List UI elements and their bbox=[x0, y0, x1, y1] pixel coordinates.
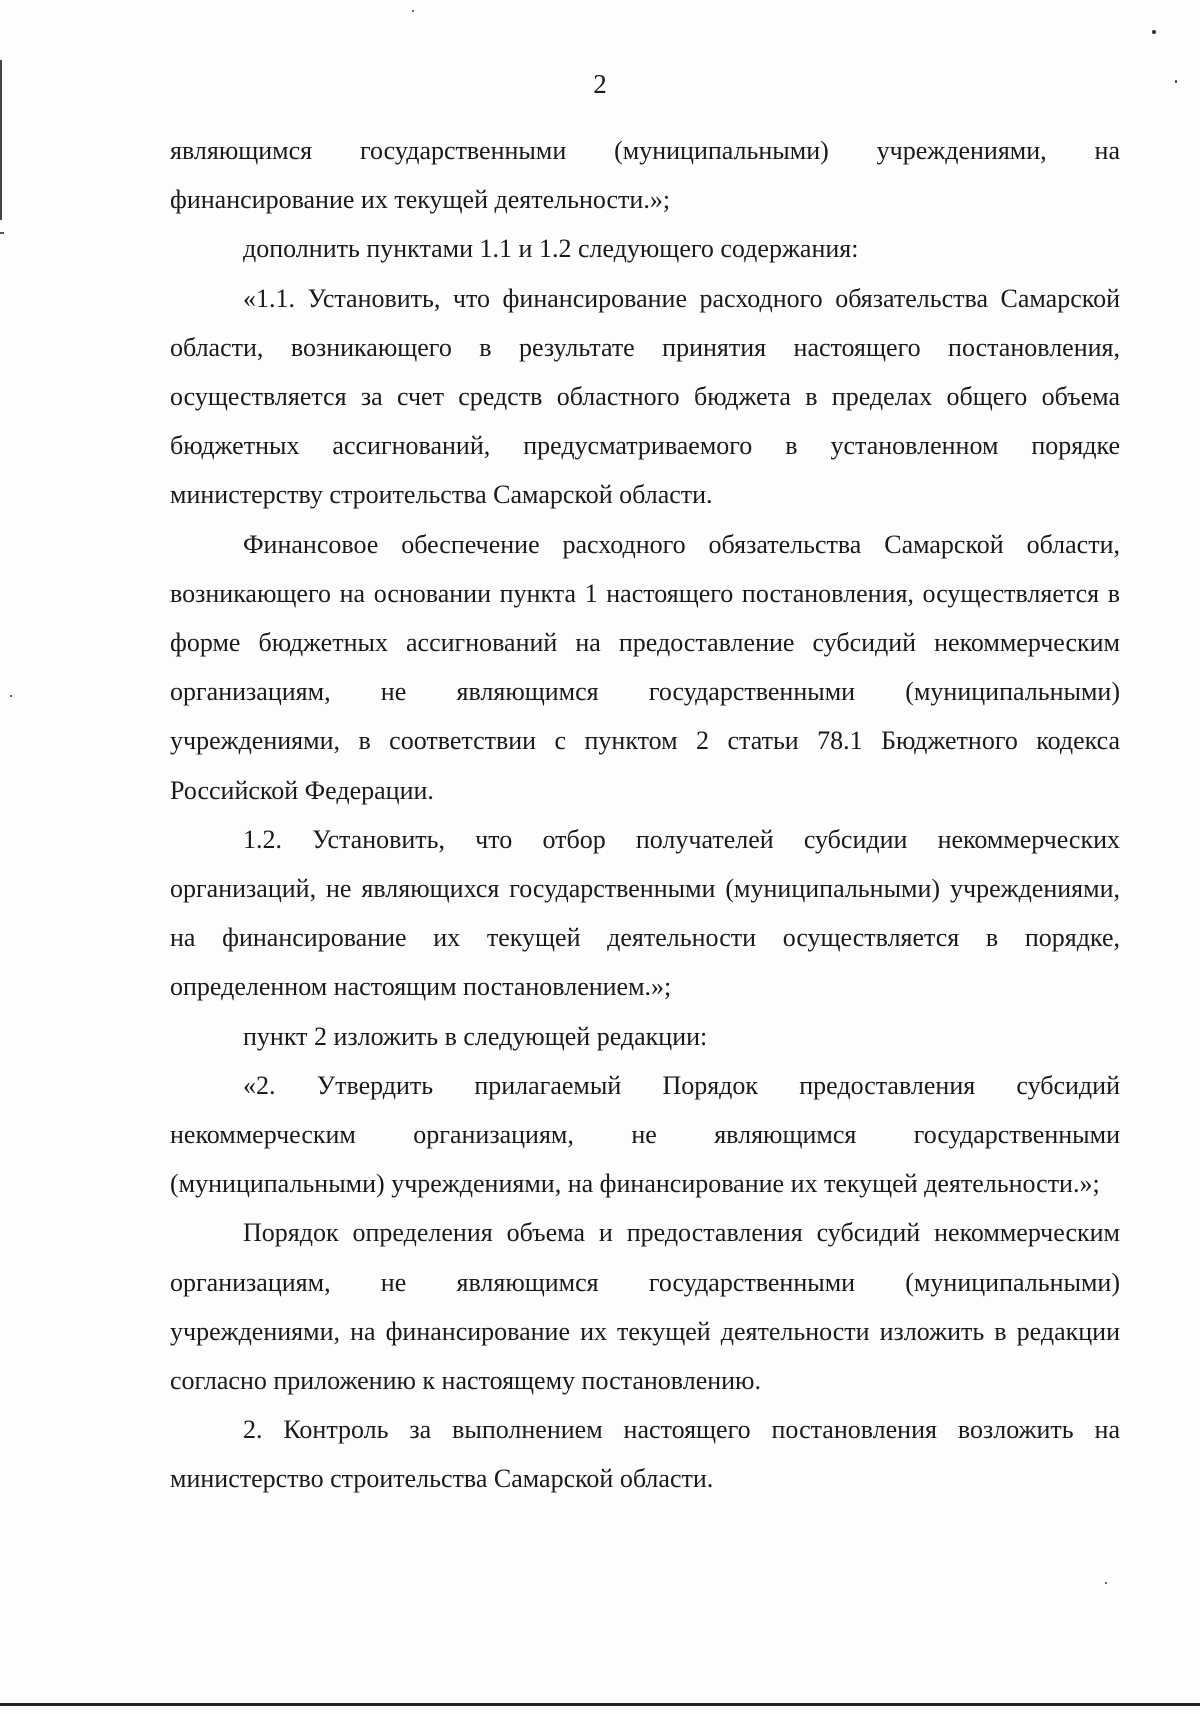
paragraph-clause-1-2: 1.2. Установить, что отбор получателей субсидии некоммерческих организаций, не являющихся государственными (муниципальными) учреждениями, на финансирование их текущей деятельности осуществляется в порядке, определенном настоящим постановлением.»; bbox=[170, 824, 1120, 1002]
scan-speck bbox=[1152, 30, 1156, 34]
scan-speck bbox=[412, 10, 414, 12]
paragraph-financial-support: Финансовое обеспечение расходного обязательства Самарской области, возникающего на основании пункта 1 настоящего постановления, осуществляется в форме бюджетных ассигнований на предоставление субсидий некоммерческим организациям, не являющимся государственными (муниципальными) учреждениями, в соответствии с пунктом 2 статьи 78.1 Бюджетного кодекса Российской Федерации. bbox=[170, 529, 1120, 805]
paragraph-amendment-intro: дополнить пунктами 1.1 и 1.2 следующего содержания: bbox=[243, 234, 859, 264]
scan-speck bbox=[10, 695, 12, 697]
document-body bbox=[170, 126, 1120, 1504]
paragraph-procedure: Порядок определения объема и предоставления субсидий некоммерческим организациям, не являющимся государственными (муниципальными) учреждениями, на финансирование их текущей деятельности изложить в редакции согласно приложению к настоящему постановлению. bbox=[170, 1218, 1120, 1396]
scan-speck bbox=[1105, 1582, 1107, 1584]
scan-bottom-border bbox=[0, 1703, 1200, 1706]
scan-speck bbox=[1175, 80, 1177, 83]
scan-left-tick-mark bbox=[0, 232, 4, 234]
paragraph-clause-2-intro: пункт 2 изложить в следующей редакции: bbox=[243, 1021, 708, 1051]
paragraph-control: 2. Контроль за выполнением настоящего постановления возложить на министерство строительства Самарской области. bbox=[170, 1415, 1120, 1494]
paragraph-continuation: являющимся государственными (муниципальными) учреждениями, на финансирование их текущей деятельности.»; bbox=[170, 136, 1120, 215]
paragraph-clause-1-1: «1.1. Установить, что финансирование расходного обязательства Самарской области, возникающего в результате принятия настоящего постановления, осуществляется за счет средств областного бюджета в пределах общего объема бюджетных ассигнований, предусматриваемого в установленном порядке министерству строительства Самарской области. bbox=[170, 283, 1120, 510]
page-number: 2 bbox=[593, 69, 607, 99]
paragraph-clause-2: «2. Утвердить прилагаемый Порядок предоставления субсидий некоммерческим организациям, не являющимся государственными (муниципальными) учреждениями, на финансирование их текущей деятельности.»; bbox=[170, 1070, 1120, 1199]
